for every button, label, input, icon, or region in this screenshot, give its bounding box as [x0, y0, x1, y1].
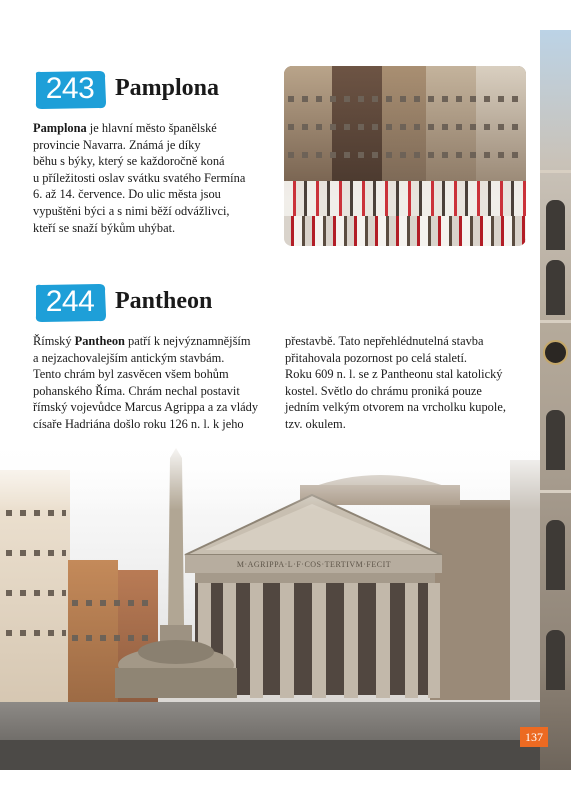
text-line: kostel. Světlo do chrámu proniká pouze	[285, 383, 482, 398]
bold-term: Pamplona	[33, 121, 87, 135]
text-line: provincie Navarra. Známá je díky	[33, 137, 201, 152]
text-line: pohanského Říma. Chrám nechal postavit	[33, 383, 240, 398]
text-line: tzv. okulem.	[285, 416, 346, 431]
pantheon-photo	[0, 440, 540, 770]
page-number: 137	[520, 727, 548, 747]
section-title-pamplona: Pamplona	[115, 75, 220, 101]
section-number: 244	[45, 285, 95, 318]
pantheon-paragraph-col2	[285, 333, 540, 433]
clock-icon	[543, 340, 568, 365]
section-title-pantheon: Pantheon	[115, 288, 213, 314]
text-line: jedním velkým otvorem na vrcholku kupole,	[285, 400, 506, 415]
text-line: Tento chrám byl zasvěcen všem bohům	[33, 367, 229, 382]
pamplona-bull-run-photo	[284, 66, 526, 246]
section-number-badge-244	[33, 283, 107, 323]
pantheon-inscription: M·AGRIPPA·L·F·COS·TERTIVM·FECIT	[236, 560, 392, 569]
tower-photo-strip	[540, 30, 571, 770]
text-line: Pamplona je hlavní město španělské	[33, 121, 217, 135]
text-line: a nejzachovalejším antickým stavbám.	[33, 350, 225, 365]
text-line: 6. až 14. července. Do ulic města jsou	[33, 187, 221, 202]
pantheon-paragraph-col1	[33, 333, 283, 433]
section-number-badge-243	[33, 70, 107, 110]
text-line: přitahovala pozornost po celá staletí.	[285, 350, 468, 365]
text-line: vypuštěni býci a s nimi běží odvážlivci,	[33, 203, 230, 218]
text-line: u příležitosti oslav svátku svatého Fermína	[33, 170, 246, 185]
pamplona-paragraph	[33, 120, 273, 236]
text-line: císaře Hadriána došlo roku 126 n. l. k jeho	[33, 416, 244, 431]
section-number: 243	[45, 72, 95, 105]
text-line: běhu s býky, který se každoročně koná	[33, 154, 225, 169]
text-line: přestavbě. Tato nepřehlédnutelná stavba	[285, 334, 484, 348]
bold-term: Pantheon	[74, 334, 125, 348]
text-line: římský vojevůdce Marcus Agrippa a za vlády	[33, 400, 259, 415]
text-line: Římský Pantheon patří k nejvýznamnějším	[33, 334, 251, 348]
text-line: kteří se snaží býkům uhýbat.	[33, 220, 176, 235]
text-line: Roku 609 n. l. se z Pantheonu stal katolický	[285, 367, 503, 382]
